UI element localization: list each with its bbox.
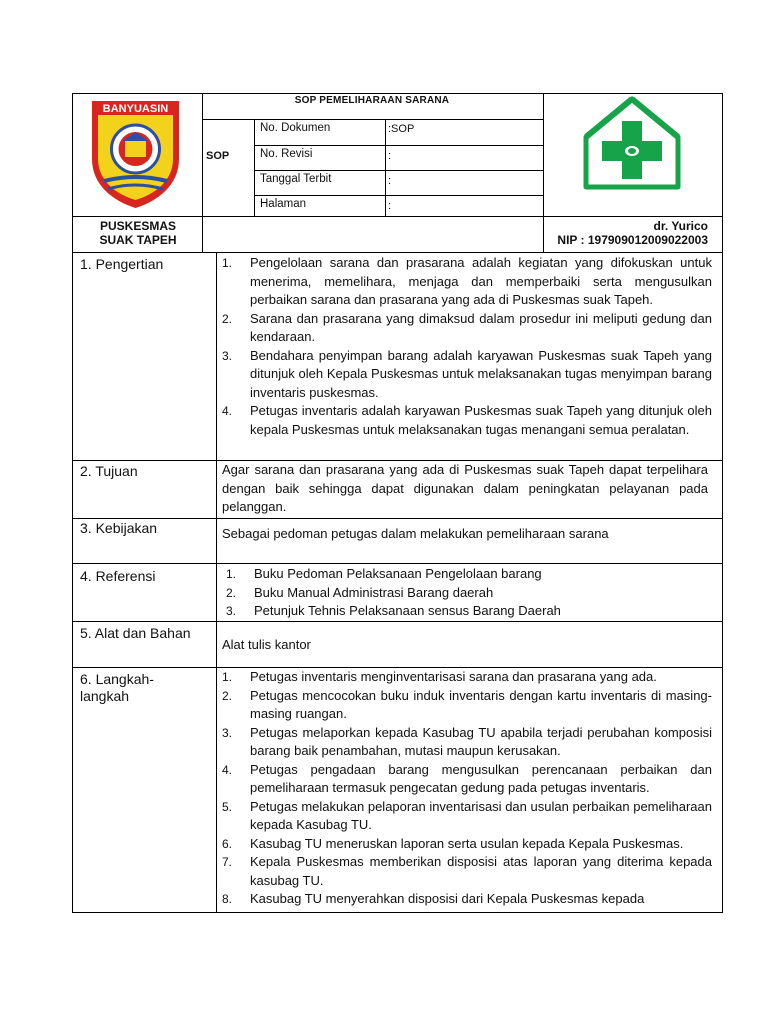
- section-label-langkah-line-2: langkah: [80, 688, 130, 704]
- alat-bahan-text: Alat tulis kantor: [222, 637, 311, 652]
- section-label-pengertian: 1. Pengertian: [80, 256, 164, 272]
- signer-nip: NIP : 197909012009022003: [557, 233, 708, 247]
- list-number: 8.: [222, 892, 233, 906]
- list-item: [222, 584, 712, 603]
- header-divider: [72, 216, 723, 217]
- list-item: [222, 687, 712, 724]
- meta-value-no-dokumen: :SOP: [388, 123, 415, 135]
- meta-label-halaman: Halaman: [260, 198, 307, 210]
- logo-banyuasin-text: BANYUASIN: [102, 103, 169, 115]
- list-item: [222, 602, 712, 621]
- list-text: Pengelolaan sarana dan prasarana adalah kegiatan yang difokuskan untuk menerima, memelihara, menjaga dan memperbaiki serta mengusulkan perbaikan sarana dan prasarana yang ada di Puskesmas suak Tapeh.: [250, 255, 712, 307]
- organization-line-2: SUAK TAPEH: [99, 233, 177, 247]
- table-border-top: [72, 93, 723, 94]
- list-text: Petugas melakukan pelaporan inventarisasi dan usulan perbaikan pemeliharaan kepada Kasubag TU.: [250, 798, 712, 832]
- list-number: 6.: [222, 836, 233, 851]
- langkah-list: [222, 668, 712, 909]
- list-text: Petugas pengadaan barang mengusulkan perencanaan perbaikan dan pemeliharaan termasuk pengecatan gedung pada petugas inventaris.: [250, 761, 712, 795]
- list-text: Petugas inventaris adalah karyawan Puskesmas suak Tapeh yang ditunjuk oleh kepala Puskesmas untuk melaksanakan tugas menangani semua peralatan.: [250, 403, 712, 437]
- list-text: Petugas inventaris menginventarisasi sarana dan prasarana yang ada.: [250, 669, 657, 684]
- list-text: Kasubag TU menyerahkan disposisi dari Kepala Puskesmas kepada: [250, 891, 645, 906]
- list-text: Petugas mencocokan buku induk inventaris dengan kartu inventaris di masing-masing ruangan.: [250, 687, 712, 721]
- meta-column-divider: [385, 119, 386, 216]
- banyuasin-logo: [88, 97, 183, 210]
- list-item: [222, 724, 712, 761]
- list-item: [222, 798, 712, 835]
- section-label-tujuan: 2. Tujuan: [80, 463, 138, 479]
- list-text: Kasubag TU meneruskan laporan serta usulan kepada Kepala Puskesmas.: [250, 835, 684, 851]
- list-number: 5.: [222, 799, 233, 814]
- referensi-list: [222, 565, 712, 621]
- meta-divider-3: [254, 195, 543, 196]
- list-text: Petugas melaporkan kepada Kasubag TU apabila terjadi perubahan komposisi barang baik penambahan, mutasi maupun kerusakan.: [250, 724, 712, 758]
- label-column-divider: [216, 252, 217, 913]
- sop-label: SOP: [206, 150, 230, 162]
- signer-name: dr. Yurico: [653, 219, 708, 233]
- list-number: 4.: [222, 762, 233, 777]
- logo-column-divider: [202, 93, 203, 253]
- row-divider-pengertian: [72, 252, 723, 253]
- list-number: 2.: [226, 585, 237, 600]
- list-item: [222, 347, 712, 403]
- list-item: [222, 853, 712, 890]
- organization-line-1: PUSKESMAS: [99, 219, 176, 233]
- table-border-right: [722, 93, 723, 913]
- list-number: 1.: [222, 670, 233, 684]
- list-number: 4.: [222, 404, 233, 418]
- list-text: Buku Pedoman Pelaksanaan Pengelolaan barang: [254, 566, 542, 581]
- list-text: Buku Manual Administrasi Barang daerah: [254, 584, 494, 600]
- list-number: 2.: [222, 311, 233, 326]
- sop-column-divider: [254, 119, 255, 216]
- meta-label-tanggal-terbit: Tanggal Terbit: [260, 173, 332, 185]
- section-label-alat-bahan: 5. Alat dan Bahan: [80, 625, 191, 641]
- row-divider-kebijakan: [72, 518, 723, 519]
- list-number: 3.: [222, 725, 233, 740]
- sop-title: SOP PEMELIHARAAN SARANA: [294, 95, 450, 106]
- table-border-bottom: [72, 912, 723, 913]
- list-item: [222, 565, 712, 584]
- puskesmas-logo: [578, 95, 686, 193]
- list-text: Bendahara penyimpan barang adalah karyawan Puskesmas suak Tapeh yang ditunjuk oleh Kepala Puskesmas untuk melaksanakan tugas menyimpan barang inventaris puskesmas.: [250, 347, 712, 400]
- pengertian-list: [222, 254, 712, 439]
- list-number: 3.: [222, 348, 233, 363]
- kebijakan-text: Sebagai pedoman petugas dalam melakukan pemeliharaan sarana: [222, 526, 609, 541]
- list-item: [222, 890, 712, 909]
- meta-divider-1: [254, 145, 543, 146]
- meta-label-no-dokumen: No. Dokumen: [260, 122, 331, 134]
- signer-block: [548, 219, 708, 247]
- section-label-langkah-line-1: 6. Langkah-: [80, 671, 154, 687]
- meta-label-no-revisi: No. Revisi: [260, 148, 313, 160]
- row-divider-alat: [72, 621, 723, 622]
- list-item: [222, 254, 712, 310]
- meta-divider-2: [254, 170, 543, 171]
- list-item: [222, 310, 712, 347]
- section-label-referensi: 4. Referensi: [80, 568, 156, 584]
- title-column-divider: [543, 93, 544, 253]
- meta-value-no-revisi: :: [388, 150, 392, 162]
- table-border-left: [72, 93, 73, 913]
- section-label-kebijakan: 3. Kebijakan: [80, 520, 158, 536]
- list-number: 3.: [226, 604, 237, 618]
- list-item: [222, 761, 712, 798]
- list-text: Sarana dan prasarana yang dimaksud dalam prosedur ini meliputi gedung dan kendaraan.: [250, 310, 712, 344]
- list-number: 7.: [222, 855, 233, 869]
- list-number: 1.: [226, 567, 237, 581]
- list-number: 1.: [222, 256, 233, 270]
- list-text: Petunjuk Tehnis Pelaksanaan sensus Barang Daerah: [254, 603, 561, 618]
- organization-name: [78, 219, 198, 247]
- list-item: [222, 835, 712, 854]
- meta-value-tanggal-terbit: :: [388, 175, 392, 187]
- list-item: [222, 668, 712, 687]
- section-label-langkah: [80, 671, 154, 705]
- row-divider-referensi: [72, 563, 723, 564]
- list-item: [222, 402, 712, 439]
- list-number: 2.: [222, 688, 233, 703]
- list-text: Kepala Puskesmas memberikan disposisi atas laporan yang diterima kepada kasubag TU.: [250, 854, 712, 888]
- meta-value-halaman: :: [388, 200, 392, 212]
- tujuan-text: Agar sarana dan prasarana yang ada di Puskesmas suak Tapeh dapat terpelihara dengan baik sehingga dapat digunakan dalam peningkatan pelayanan pada pelanggan.: [222, 462, 708, 514]
